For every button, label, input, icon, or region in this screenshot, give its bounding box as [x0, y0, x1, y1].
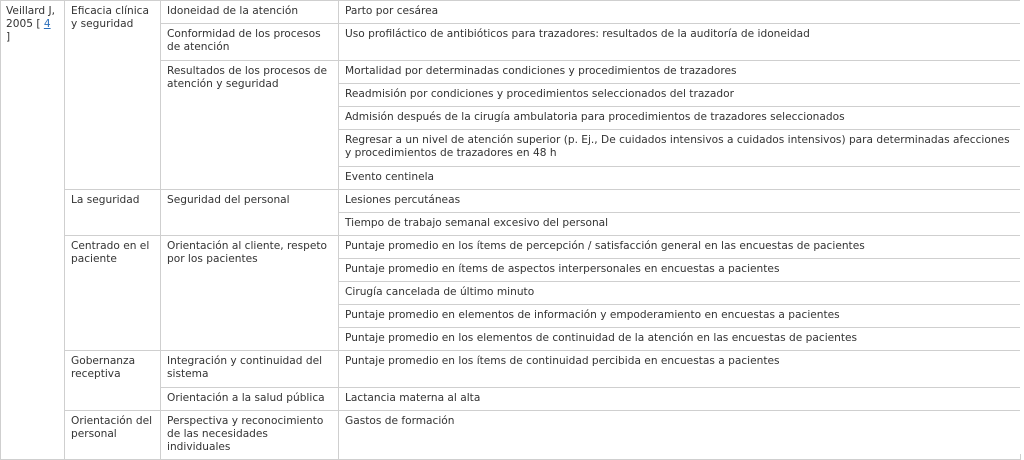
subdimension-cell: Idoneidad de la atención: [161, 1, 339, 24]
dimension-cell: Orientación del personal: [65, 411, 161, 460]
indicator-cell: Regresar a un nivel de atención superior (p. Ej., De cuidados intensivos a cuidados intensivos) para determinadas afecciones y procedimientos de trazadores en 48 h: [339, 130, 1021, 167]
indicator-cell: Puntaje promedio en los elementos de continuidad de la atención en las encuestas de pacientes: [339, 328, 1021, 351]
indicator-cell: Puntaje promedio en ítems de aspectos interpersonales en encuestas a pacientes: [339, 259, 1021, 282]
indicator-cell: Tiempo de trabajo semanal excesivo del personal: [339, 213, 1021, 236]
subdimension-cell: Seguridad del personal: [161, 190, 339, 236]
indicator-cell: Mortalidad por determinadas condiciones y procedimientos de trazadores: [339, 61, 1021, 84]
indicator-cell: Lactancia materna al alta: [339, 388, 1021, 411]
table-row: [1, 351, 1021, 388]
subdimension-cell: Resultados de los procesos de atención y seguridad: [161, 61, 339, 190]
subdimension-cell: Perspectiva y reconocimiento de las necesidades individuales: [161, 411, 339, 460]
reference-close: ]: [6, 31, 11, 43]
indicator-cell: Lesiones percutáneas: [339, 190, 1021, 213]
subdimension-cell: Conformidad de los procesos de atención: [161, 24, 339, 61]
table-row: [1, 190, 1021, 213]
reference-year: 2005 [: [6, 18, 41, 30]
indicator-cell: Evento centinela: [339, 167, 1021, 190]
reference-link[interactable]: 4: [43, 18, 51, 30]
table-row: [1, 411, 1021, 460]
dimension-cell: Eficacia clínica y seguridad: [65, 1, 161, 190]
table-row: [1, 1, 1021, 24]
indicator-cell: Parto por cesárea: [339, 1, 1021, 24]
indicator-cell: Puntaje promedio en los ítems de percepción / satisfacción general en las encuestas de pacientes: [339, 236, 1021, 259]
indicator-cell: Uso profiláctico de antibióticos para trazadores: resultados de la auditoría de idoneidad: [339, 24, 1021, 61]
indicator-cell: Cirugía cancelada de último minuto: [339, 282, 1021, 305]
subdimension-cell: Orientación a la salud pública: [161, 388, 339, 411]
dimension-cell: Gobernanza receptiva: [65, 351, 161, 411]
indicator-cell: Puntaje promedio en elementos de información y empoderamiento en encuestas a pacientes: [339, 305, 1021, 328]
indicator-cell: Readmisión por condiciones y procedimientos seleccionados del trazador: [339, 84, 1021, 107]
table-row: [1, 236, 1021, 259]
reference-author: Veillard J,: [6, 5, 56, 17]
subdimension-cell: Orientación al cliente, respeto por los pacientes: [161, 236, 339, 351]
indicator-cell: Puntaje promedio en los ítems de continuidad percibida en encuestas a pacientes: [339, 351, 1021, 388]
dimension-cell: La seguridad: [65, 190, 161, 236]
indicator-cell: Admisión después de la cirugía ambulatoria para procedimientos de trazadores seleccionados: [339, 107, 1021, 130]
subdimension-cell: Integración y continuidad del sistema: [161, 351, 339, 388]
dimension-cell: Centrado en el paciente: [65, 236, 161, 351]
right-gutter: [1020, 0, 1024, 454]
reference-cell: [1, 1, 65, 460]
indicator-cell: Gastos de formación: [339, 411, 1021, 460]
